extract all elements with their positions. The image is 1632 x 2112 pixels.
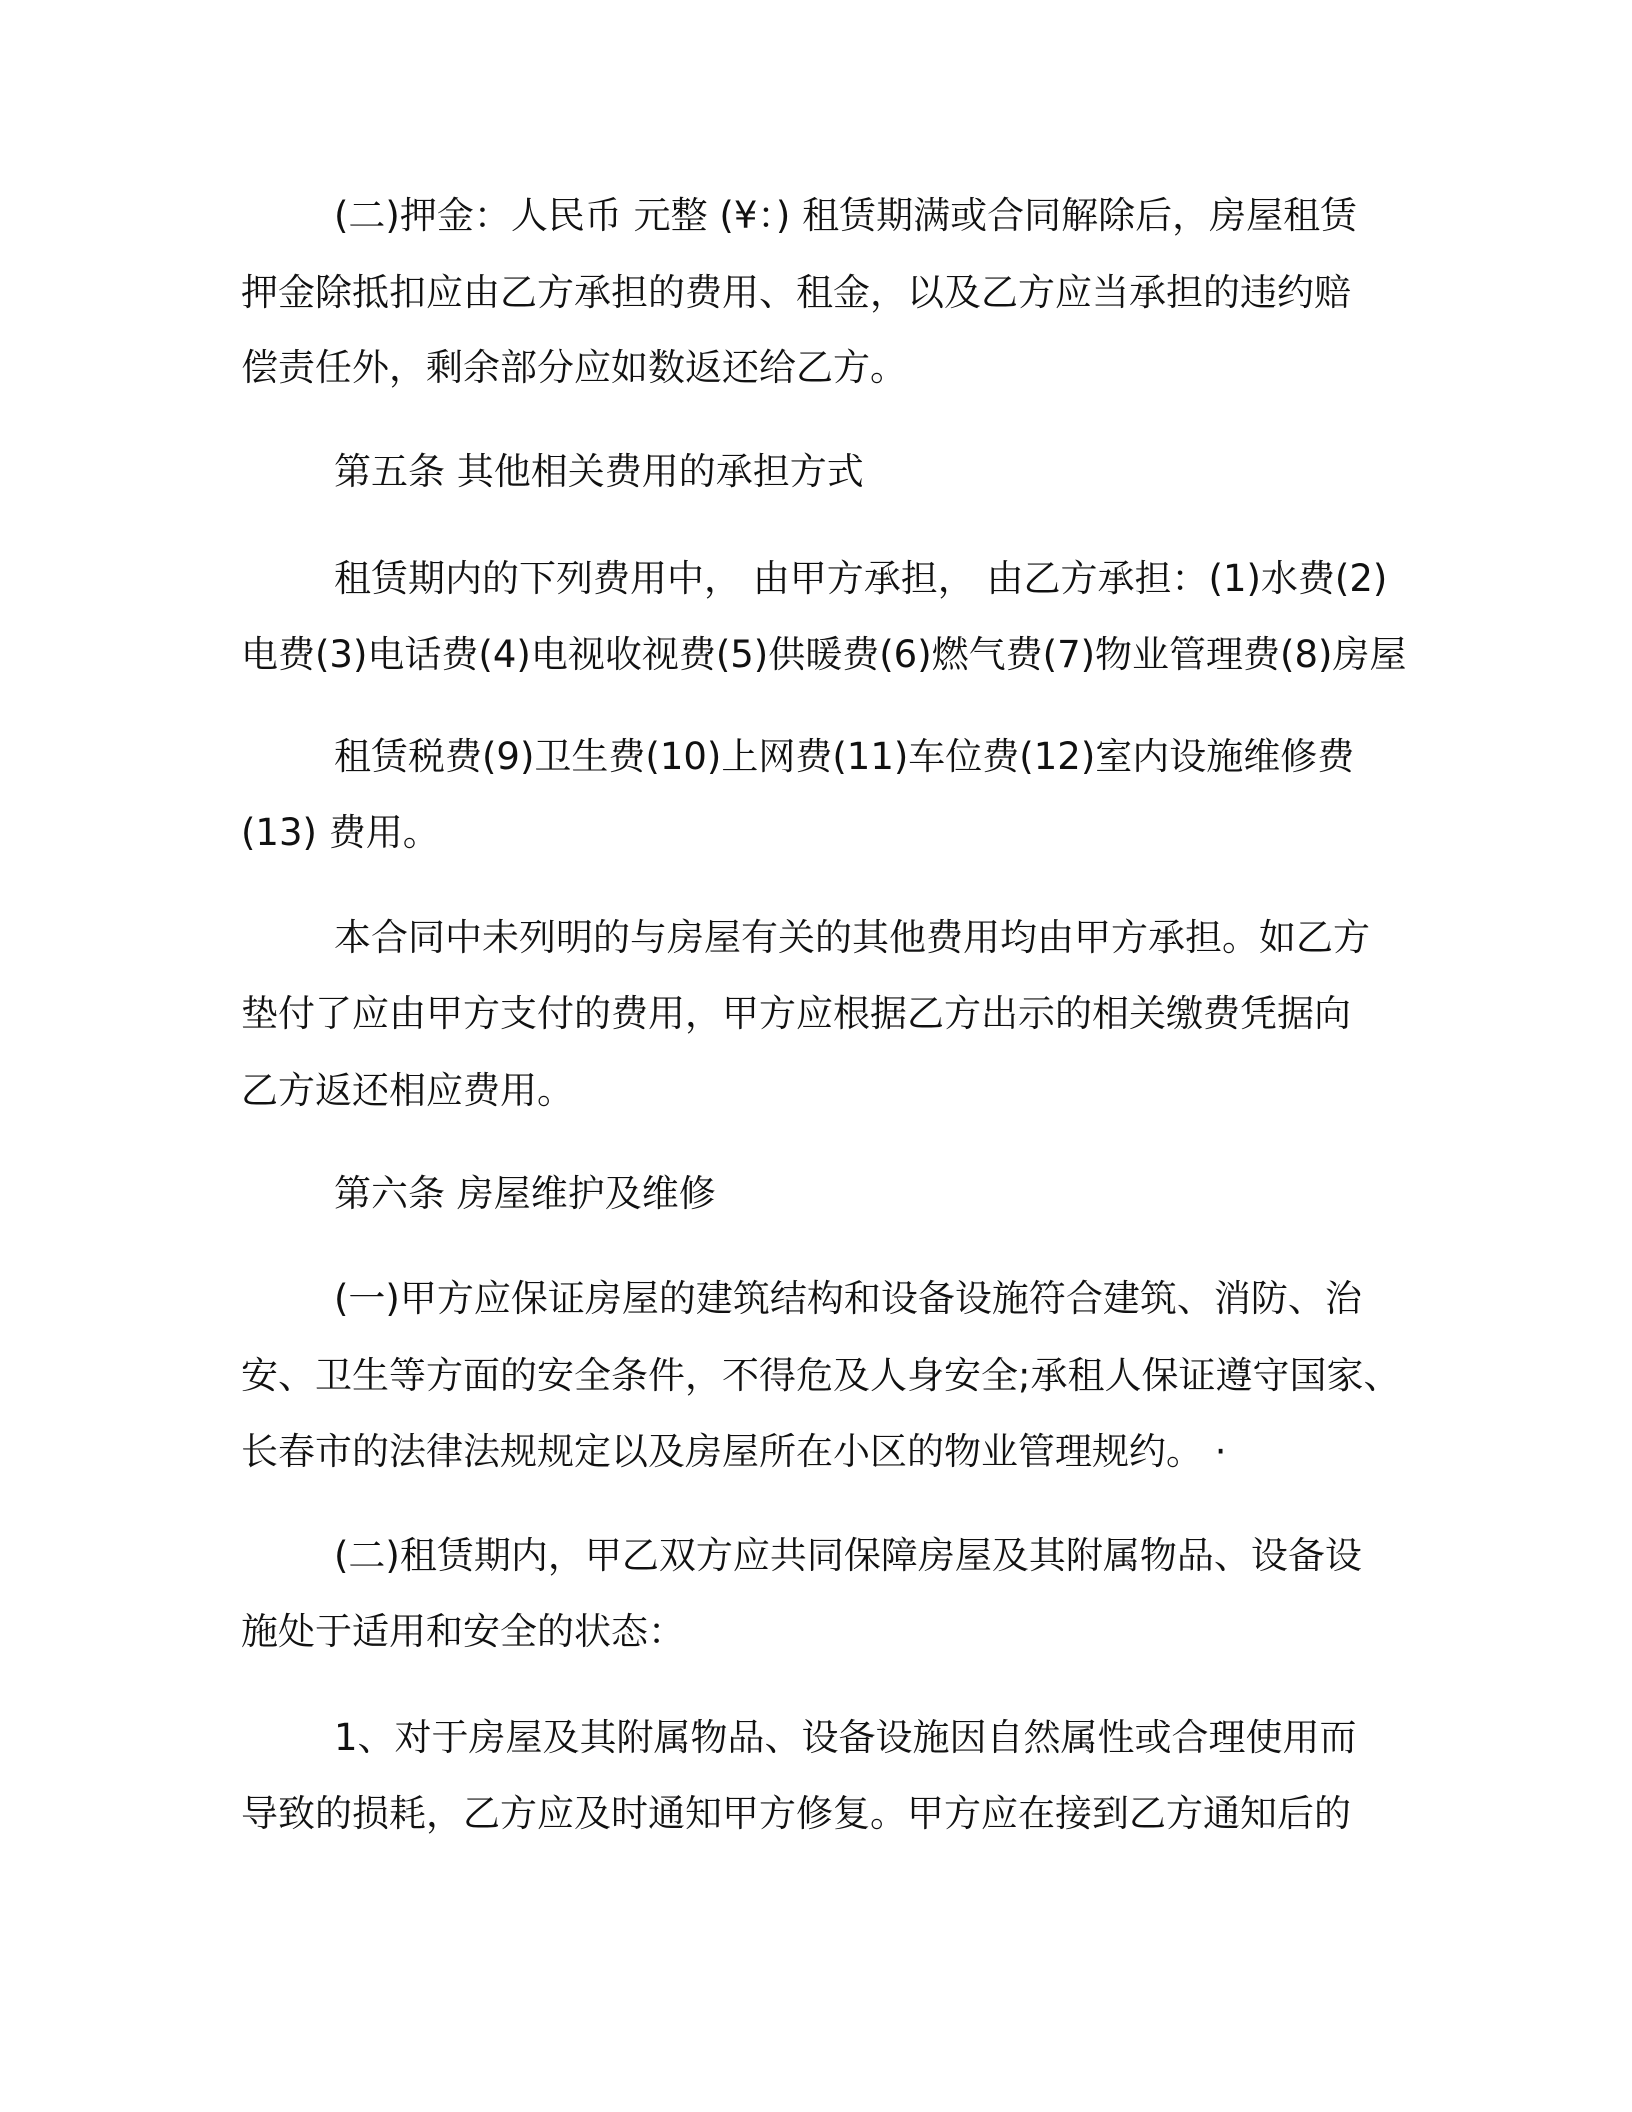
maintenance-clause-2-line-1: (二)租赁期内，甲乙双方应共同保障房屋及其附属物品、设备设	[334, 1534, 1362, 1577]
maintenance-clause-2-line-2: 施处于适用和安全的状态：	[241, 1610, 685, 1653]
other-fees-line-2: 垫付了应由甲方支付的费用，甲方应根据乙方出示的相关缴费凭据向	[241, 992, 1351, 1035]
deposit-clause-line-3: 偿责任外，剩余部分应如数返还给乙方。	[241, 346, 907, 389]
fees-clause-line-2: 电费(3)电话费(4)电视收视费(5)供暖费(6)燃气费(7)物业管理费(8)房屋	[241, 633, 1407, 676]
maintenance-clause-1-line-2: 安、卫生等方面的安全条件，不得危及人身安全;承租人保证遵守国家、	[241, 1354, 1401, 1397]
deposit-clause-line-1: (二)押金：人民币 元整 (¥：) 租赁期满或合同解除后，房屋租赁	[334, 194, 1358, 237]
maintenance-clause-1-line-3: 长春市的法律法规规定以及房屋所在小区的物业管理规约。 ·	[241, 1430, 1227, 1473]
article-5-heading: 第五条 其他相关费用的承担方式	[334, 450, 864, 493]
repair-item-1-line-1: 1、对于房屋及其附属物品、设备设施因自然属性或合理使用而	[334, 1716, 1357, 1759]
fees-clause-line-1: 租赁期内的下列费用中， 由甲方承担， 由乙方承担：(1)水费(2)	[334, 557, 1388, 600]
fees-clause-line-4: (13) 费用。	[241, 811, 440, 854]
article-6-heading: 第六条 房屋维护及维修	[334, 1172, 716, 1215]
other-fees-line-1: 本合同中未列明的与房屋有关的其他费用均由甲方承担。如乙方	[334, 916, 1370, 959]
maintenance-clause-1-line-1: (一)甲方应保证房屋的建筑结构和设备设施符合建筑、消防、治	[334, 1277, 1362, 1320]
fees-clause-line-3: 租赁税费(9)卫生费(10)上网费(11)车位费(12)室内设施维修费	[334, 735, 1355, 778]
repair-item-1-line-2: 导致的损耗，乙方应及时通知甲方修复。甲方应在接到乙方通知后的	[241, 1792, 1351, 1835]
other-fees-line-3: 乙方返还相应费用。	[241, 1069, 574, 1112]
deposit-clause-line-2: 押金除抵扣应由乙方承担的费用、租金，以及乙方应当承担的违约赔	[241, 271, 1351, 314]
